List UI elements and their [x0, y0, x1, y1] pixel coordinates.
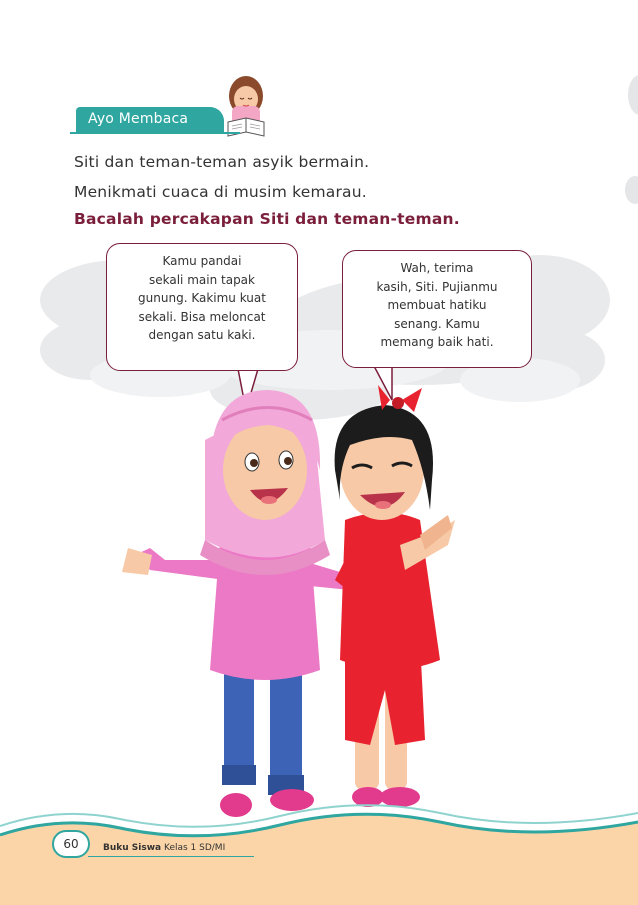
bubble-left-line: dengan satu kaki.: [148, 328, 256, 342]
footer-underline: [88, 856, 254, 857]
bubble-left-line: Kamu pandai: [162, 254, 242, 268]
intro-line-1: Siti dan teman-teman asyik bermain.: [74, 153, 370, 171]
bubble-right-line: kasih, Siti. Pujianmu: [376, 279, 498, 294]
bubble-right-line: Wah, terima: [400, 261, 474, 275]
section-tab-ayo-membaca: Ayo Membaca: [76, 107, 224, 132]
bubble-left-line: sekali main tapak: [149, 272, 255, 287]
book-subtitle: Kelas 1 SD/MI: [163, 843, 226, 853]
book-title: Buku Siswa: [103, 843, 162, 853]
bubble-right-line: senang. Kamu: [394, 316, 480, 331]
bubble-left-line: sekali. Bisa meloncat: [138, 309, 266, 324]
page-number: 60: [52, 830, 90, 858]
bubble-right-line: memang baik hati.: [380, 335, 494, 349]
intro-line-2: Menikmati cuaca di musim kemarau.: [74, 183, 367, 201]
footer-book-title: [103, 843, 225, 853]
intro-instruction: Bacalah percakapan Siti dan teman-teman.: [74, 210, 460, 228]
bubble-right-line: membuat hatiku: [387, 298, 487, 312]
bubble-left-line: gunung. Kakimu kuat: [138, 291, 266, 305]
